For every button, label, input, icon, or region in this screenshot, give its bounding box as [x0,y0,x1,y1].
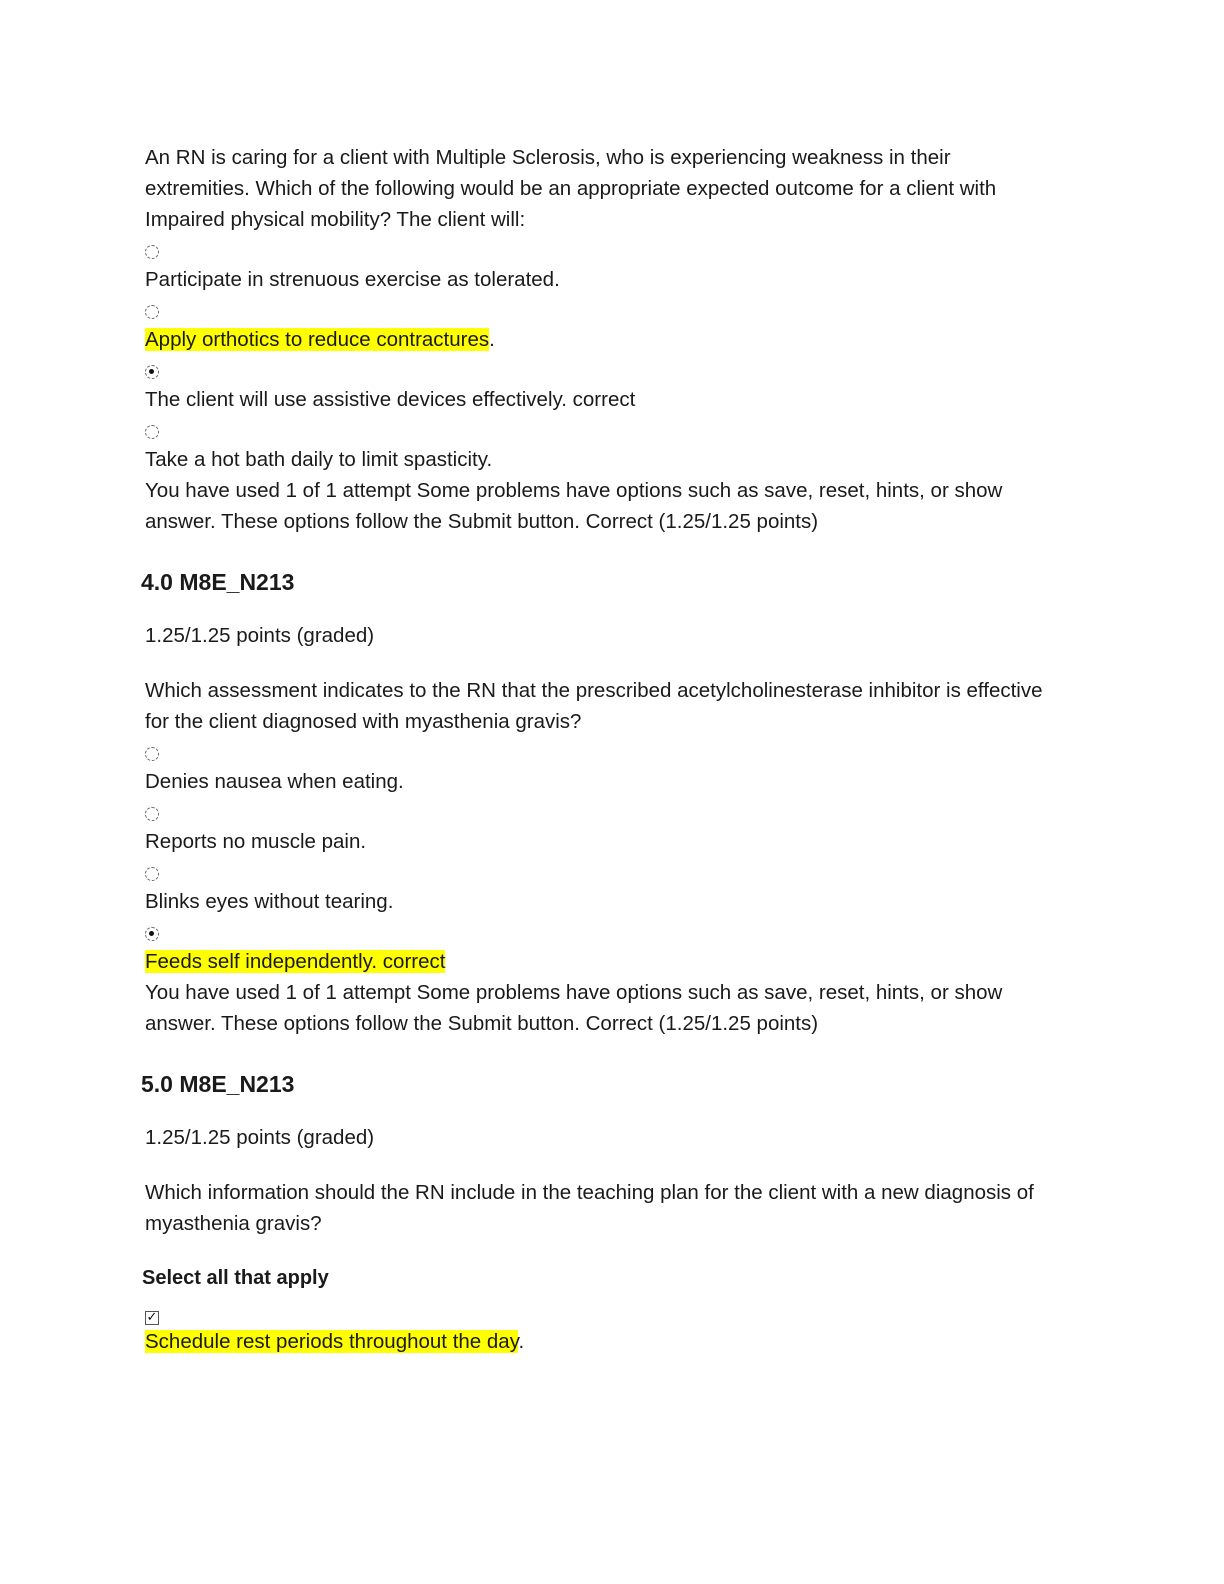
q4-option-2[interactable] [145,807,1045,857]
q3-feedback: You have used 1 of 1 attempt Some problems have options such as save, reset, hints, or show answer. These options follow the Submit button. Correct (1.25/1.25 points) [145,479,1003,533]
document-page [141,142,1045,1357]
q5-option-1-label: Schedule rest periods throughout the day [145,1330,519,1353]
radio-button-icon[interactable] [145,807,159,821]
q4-stem: Which assessment indicates to the RN that the prescribed acetylcholinesterase inhibitor is effective for the client diagnosed with myasthenia gravis? [145,679,1043,733]
q3-option-3[interactable] [145,365,1045,415]
q3-option-1-label: Participate in strenuous exercise as tolerated. [145,268,560,291]
q3-option-2-suffix: . [489,328,495,351]
q4-option-2-label: Reports no muscle pain. [145,830,367,853]
q4-option-3[interactable] [145,867,1045,917]
q3-stem: An RN is caring for a client with Multiple Sclerosis, who is experiencing weakness in their extremities. Which of the following would be an appropriate expected outcome for a client with Impaired physical mobility? The client will: [145,146,997,231]
radio-button-icon[interactable] [145,747,159,761]
q4-points: 1.25/1.25 points (graded) [145,624,375,647]
radio-button-selected-icon[interactable] [145,927,159,941]
q3-option-4-label: Take a hot bath daily to limit spasticity. [145,448,493,471]
radio-button-selected-icon[interactable] [145,365,159,379]
q3-option-1[interactable] [145,245,1045,295]
q3-option-3-label: The client will use assistive devices effectively. correct [145,388,636,411]
q3-option-2[interactable] [145,305,1045,355]
q4-option-3-label: Blinks eyes without tearing. [145,890,394,913]
radio-button-icon[interactable] [145,245,159,259]
radio-button-icon[interactable] [145,867,159,881]
radio-button-icon[interactable] [145,425,159,439]
q5-heading: 5.0 M8E_N213 [141,1071,295,1097]
q5-stem: Which information should the RN include in the teaching plan for the client with a new diagnosis of myasthenia gravis? [145,1181,1034,1235]
q3-option-2-label: Apply orthotics to reduce contractures [145,328,490,351]
q4-option-1-label: Denies nausea when eating. [145,770,404,793]
q4-feedback: You have used 1 of 1 attempt Some problems have options such as save, reset, hints, or show answer. These options follow the Submit button. Correct (1.25/1.25 points) [145,981,1003,1035]
q5-option-1[interactable] [145,1308,1045,1357]
q5-instruction: Select all that apply [142,1267,329,1289]
q5-points: 1.25/1.25 points (graded) [145,1126,375,1149]
radio-button-icon[interactable] [145,305,159,319]
q4-option-1[interactable] [145,747,1045,797]
q3-option-4[interactable] [145,425,1045,475]
q4-heading: 4.0 M8E_N213 [141,569,295,595]
q4-option-4-label: Feeds self independently. correct [145,950,446,973]
q5-option-1-suffix: . [518,1330,525,1353]
checkbox-checked-icon[interactable]: ✓ [146,1310,158,1325]
q4-option-4[interactable] [145,927,1045,977]
